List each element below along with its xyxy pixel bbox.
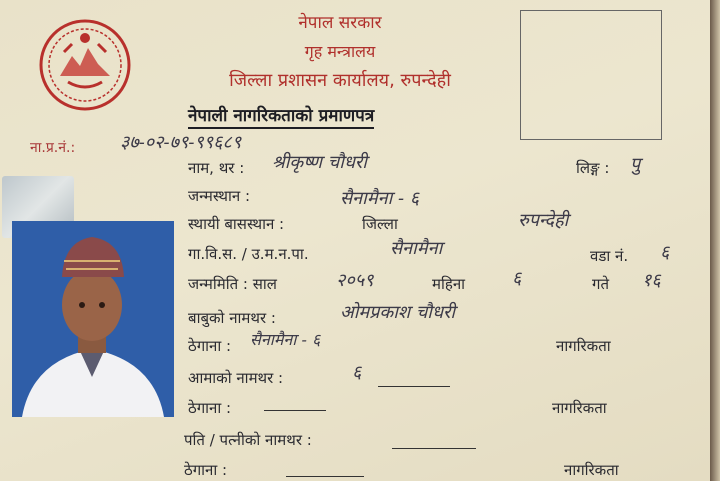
mother-address-line xyxy=(264,410,326,411)
nepal-government-emblem-icon xyxy=(38,18,132,112)
municipality-value: सैनामैना xyxy=(390,238,443,259)
district-value: रुपन्देही xyxy=(518,210,569,231)
certificate-title: नेपाली नागरिकताको प्रमाणपत्र xyxy=(188,103,374,129)
dob-label: जन्ममिति : साल xyxy=(188,275,277,293)
blank-photo-box xyxy=(520,10,662,140)
mother-name-label: आमाको नामथर : xyxy=(188,369,284,387)
gender-value: पु xyxy=(630,154,641,175)
district-label: जिल्ला xyxy=(362,215,398,233)
birthplace-label: जन्मस्थान : xyxy=(188,187,251,205)
cert-number-label: ना.प्र.नं.: xyxy=(30,140,76,156)
header-nepal-government: नेपाल सरकार xyxy=(298,13,382,33)
dob-month-label: महिना xyxy=(432,275,466,293)
father-name-label: बाबुको नामथर : xyxy=(188,309,276,327)
father-address-value: सैनामैना - ६ xyxy=(250,330,321,349)
dob-year: २०५९ xyxy=(336,270,374,291)
ward-value: ६ xyxy=(660,242,670,263)
birthplace-value: सैनामैना - ६ xyxy=(340,188,420,209)
municipality-label: गा.वि.स. / उ.म.न.पा. xyxy=(188,245,309,263)
mother-name-value: ६ xyxy=(352,362,362,383)
permanent-address-label: स्थायी बासस्थान : xyxy=(188,215,285,233)
father-name-value: ओमप्रकाश चौधरी xyxy=(340,302,456,323)
spouse-address-label: ठेगाना : xyxy=(184,461,228,479)
mother-citizenship-label: नागरिकता xyxy=(552,399,607,417)
spouse-citizenship-label: नागरिकता xyxy=(564,461,619,479)
spouse-name-line xyxy=(392,448,476,449)
header-home-ministry: गृह मन्त्रालय xyxy=(304,42,376,61)
holder-photo xyxy=(12,221,174,417)
cert-number-value: ३७-०२-७९-९९६८९ xyxy=(120,132,242,153)
dob-day: १६ xyxy=(642,270,661,291)
father-citizenship-label: नागरिकता xyxy=(556,337,611,355)
dob-month: ६ xyxy=(512,268,522,289)
mother-address-label: ठेगाना : xyxy=(188,399,232,417)
name-value: श्रीकृष्ण चौधरी xyxy=(272,152,367,173)
image-edge xyxy=(710,0,720,481)
spouse-address-line xyxy=(286,476,364,477)
mother-name-line xyxy=(378,386,450,387)
father-address-label: ठेगाना : xyxy=(188,337,232,355)
ward-label: वडा नं. xyxy=(590,247,629,265)
spouse-name-label: पति / पत्नीको नामथर : xyxy=(184,431,312,449)
dob-day-label: गते xyxy=(592,275,609,293)
name-label: नाम, थर : xyxy=(188,159,245,177)
gender-label: लिङ्ग : xyxy=(576,159,610,177)
header-district-office: जिल्ला प्रशासन कार्यालय, रुपन्देही xyxy=(229,70,451,91)
